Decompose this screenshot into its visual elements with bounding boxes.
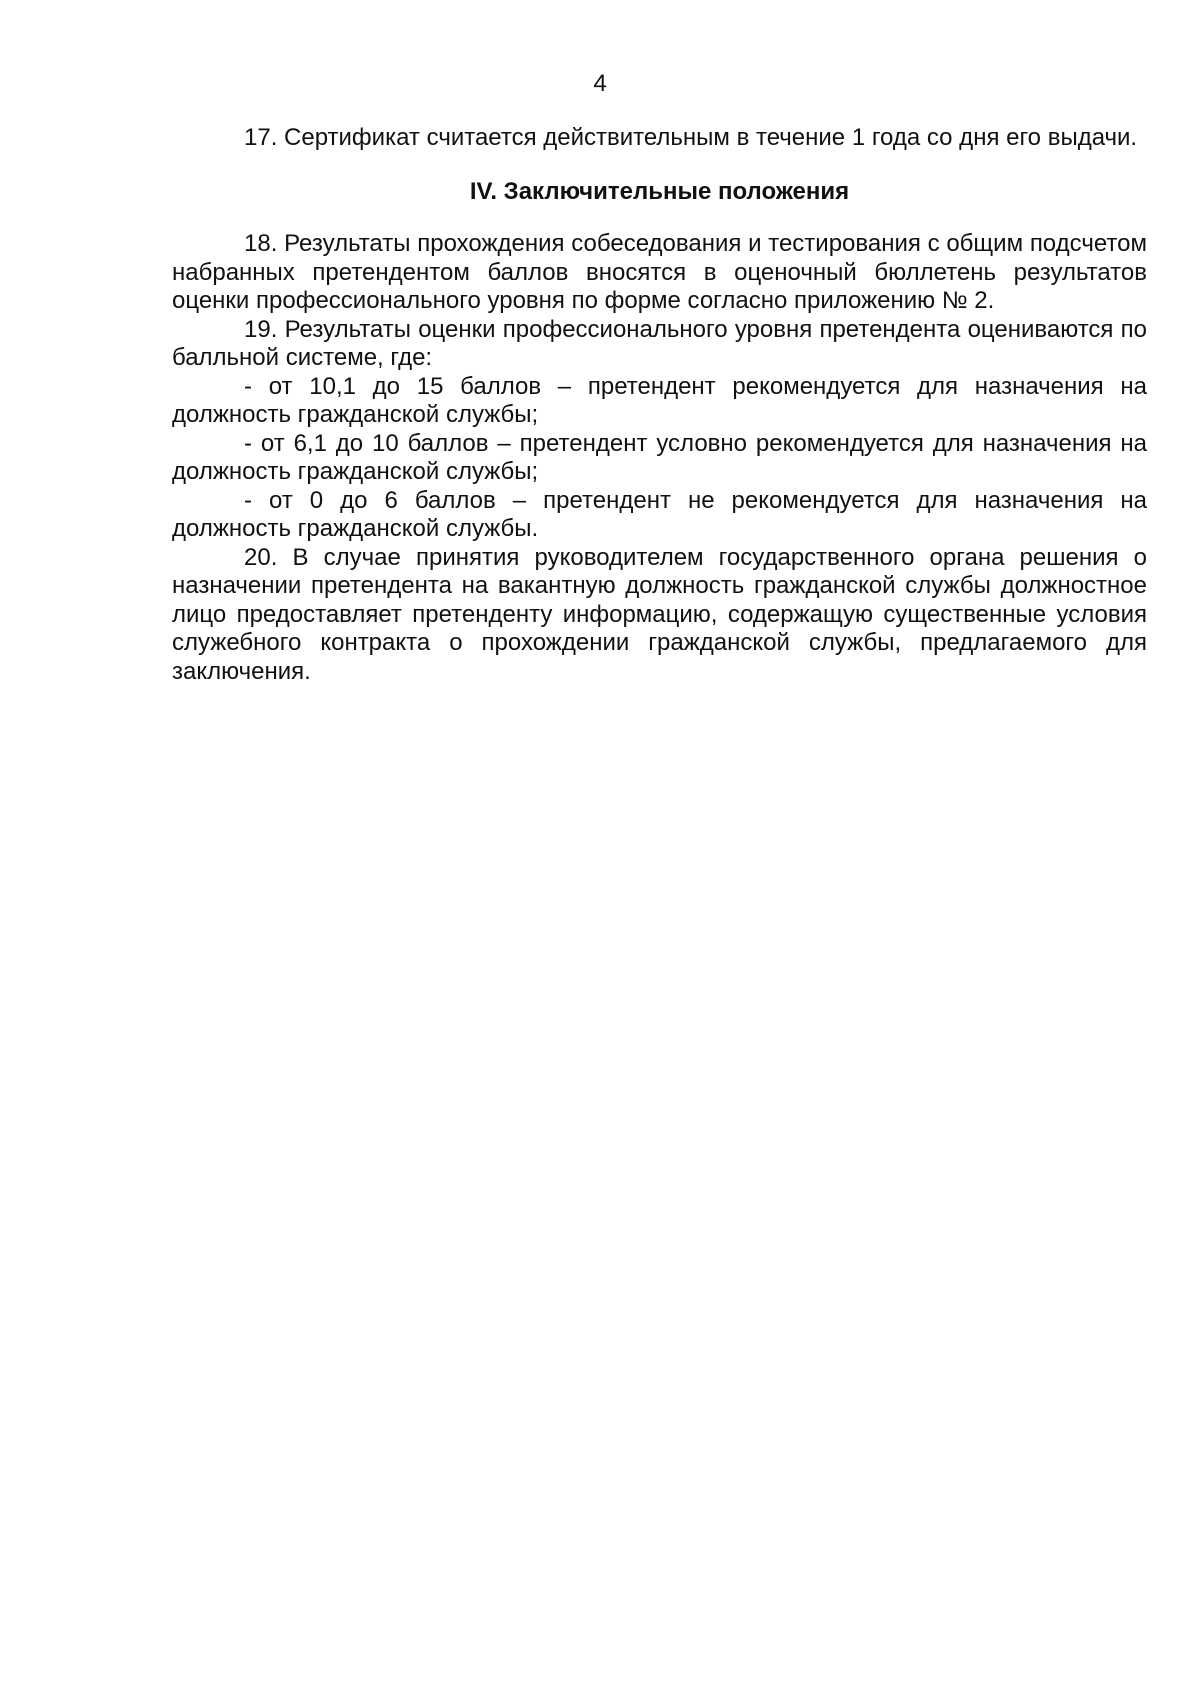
document-body — [172, 124, 1147, 686]
list-item-not-recommended: - от 0 до 6 баллов – претендент не рекомендуется для назначения на должность гражданской службы. — [172, 486, 1147, 542]
paragraph-19: 19. Результаты оценки профессионального уровня претендента оцениваются по балльной системе, где: — [172, 315, 1147, 371]
list-item-conditionally-recommended: - от 6,1 до 10 баллов – претендент условно рекомендуется для назначения на должность гражданской службы; — [172, 429, 1147, 485]
paragraph-20: 20. В случае принятия руководителем государственного органа решения о назначении претендента на вакантную должность гражданской службы должностное лицо предоставляет претенденту информацию, содержащую существенные условия служебного контракта о прохождении гражданской службы, предлагаемого для заключения. — [172, 543, 1147, 685]
paragraph-17: 17. Сертификат считается действительным в течение 1 года со дня его выдачи. — [244, 124, 1138, 151]
section-heading: IV. Заключительные положения — [469, 177, 850, 205]
list-item-recommended: - от 10,1 до 15 баллов – претендент рекомендуется для назначения на должность гражданской службы; — [172, 372, 1147, 428]
paragraph-18: 18. Результаты прохождения собеседования и тестирования с общим подсчетом набранных претендентом баллов вносятся в оценочный бюллетень результатов оценки профессионального уровня по форме согласно приложению № 2. — [172, 230, 1147, 314]
page-number: 4 — [593, 70, 607, 97]
